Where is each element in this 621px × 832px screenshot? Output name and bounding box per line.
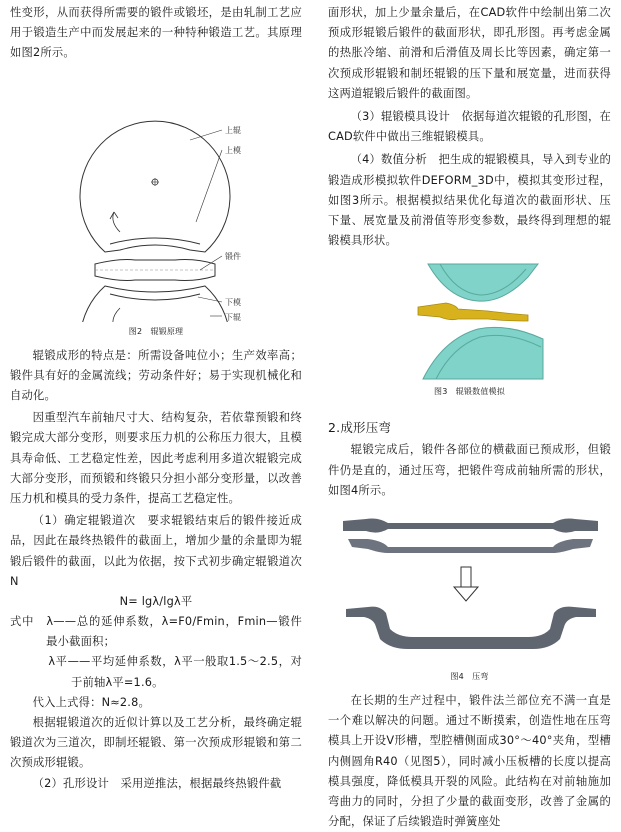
continued-paragraph: 面形状，加上少量余量后，在CAD软件中绘制出第二次预成形辊锻后锻件的截面形状，即孔形图。再考虑金属的热胀冷缩、前滑和后滑值及周长比等因素，确定第一次预成形辊锻和制坯辊锻的压下量和展宽量，进而获得这两道辊锻后锻件的截面图。	[328, 6, 611, 100]
where-line-1: 式中 λ——总的延伸系数，λ=F0/Fmin，Fmin—锻件最小截面积；	[10, 615, 302, 649]
conclusion-paragraph: 根据辊锻道次的近似计算以及工艺分析，最终确定辊锻道次为三道次，即制坯辊锻、第一次预成形辊锻和第二次预成形辊锻。	[10, 716, 302, 770]
formula: N= lgλ/lgλ平	[119, 595, 193, 609]
left-column	[10, 0, 302, 794]
intro-paragraph: 性变形，从而获得所需要的锻件或锻坯，是由轧制工艺应用于锻造生产中而发展起来的一种特种锻造工艺。其原理如图2所示。	[10, 6, 302, 60]
step2-paragraph: （2）孔形设计 采用逆推法，根据最终热锻件截	[32, 776, 282, 790]
step4-paragraph: （4）数值分析 把生成的辊锻模具，导入到专业的锻造成形模拟软件DEFORM_3D中，模拟其变形过程，如图3所示。根据模拟结果优化每道次的截面形状、压下量、展宽量及前滑值等形变参数，最终得到理想的辊锻模具形状。	[328, 153, 611, 248]
figure-4	[328, 509, 611, 669]
section-2-heading: 2.成形压弯	[328, 420, 392, 436]
bottom-roll-shape	[80, 286, 230, 322]
roll-forging-diagram	[10, 72, 302, 322]
bent-forging	[346, 607, 596, 649]
forging-workpiece	[418, 303, 528, 321]
reason-paragraph: 因重型汽车前轴尺寸大、结构复杂，若依靠预锻和终锻完成大部分变形，则要求压力机的公称压力很大，且模具寿命低、工艺稳定性差，因此考虑利用多道次辊锻完成大部分变形，而预锻和终锻只分担小部分变形量，以改善压力机和模具的受力条件，提高工艺稳定性。	[10, 411, 302, 506]
label-top-die: 上模	[225, 145, 241, 155]
top-die	[428, 264, 538, 301]
label-forging: 锻件	[225, 251, 241, 261]
bending-image	[328, 509, 611, 669]
figure-2-caption: 图2 辊锻原理	[128, 326, 184, 336]
figure-4-caption: 图4 压弯	[450, 672, 489, 682]
down-arrow-icon	[454, 587, 478, 601]
long-paragraph: 在长期的生产过程中，锻件法兰部位充不满一直是一个难以解决的问题。通过不断摸索，创造性地在压弯模具上开设V形槽，型腔槽侧面成30°～40°夹角，型槽内侧圆角R40（见图5），同时减小压板槽的长度以提高模具强度，降低模具开裂的风险。此结构在对前轴施加弯曲力的同时，分担了少量的截面变形，改善了金属的分配，保证了后续锻造时弹簧座处	[328, 694, 611, 829]
bend-paragraph: 辊锻完成后，锻件各部位的横截面已预成形，但锻件仍是直的，通过压弯，把锻件弯成前轴所需的形状，如图4所示。	[328, 443, 611, 497]
features-paragraph: 辊锻成形的特点是：所需设备吨位小；生产效率高；锻件具有好的金属流线；劳动条件好；易于实现机械化和自动化。	[10, 348, 302, 403]
right-column	[328, 0, 611, 832]
straight-forging-2	[348, 539, 593, 553]
figure-3-caption: 图3 辊锻数值模拟	[434, 387, 505, 397]
bottom-rotation-arrow	[113, 308, 120, 322]
where-line-2: λ平——平均延伸系数，λ平一般取1.5～2.5，对于前轴λ平=1.6。	[48, 655, 302, 689]
step1-paragraph: （1）确定辊锻道次 要求辊锻结束后的锻件接近成品，因此在最终热锻件的截面上，增加少量的余量即为辊锻后锻件的截面，以此为依据，按下式初步确定辊锻道次N	[10, 514, 302, 588]
figure-3	[328, 259, 611, 384]
label-bottom-roll: 下辊	[225, 312, 241, 322]
simulation-image	[328, 259, 611, 384]
step3-paragraph: （3）辊锻模具设计 依据每道次辊锻的孔形图，在CAD软件中做出三维辊锻模具。	[328, 110, 611, 144]
bottom-die	[423, 328, 543, 380]
straight-forging	[343, 519, 598, 533]
label-top-roll: 上辊	[225, 125, 241, 135]
top-roll-shape	[80, 121, 230, 252]
label-bottom-die: 下模	[225, 297, 241, 307]
substitute-line: 代入上式得：N≈2.8。	[32, 695, 150, 709]
figure-2	[10, 72, 302, 322]
down-arrow-shaft	[461, 567, 471, 587]
